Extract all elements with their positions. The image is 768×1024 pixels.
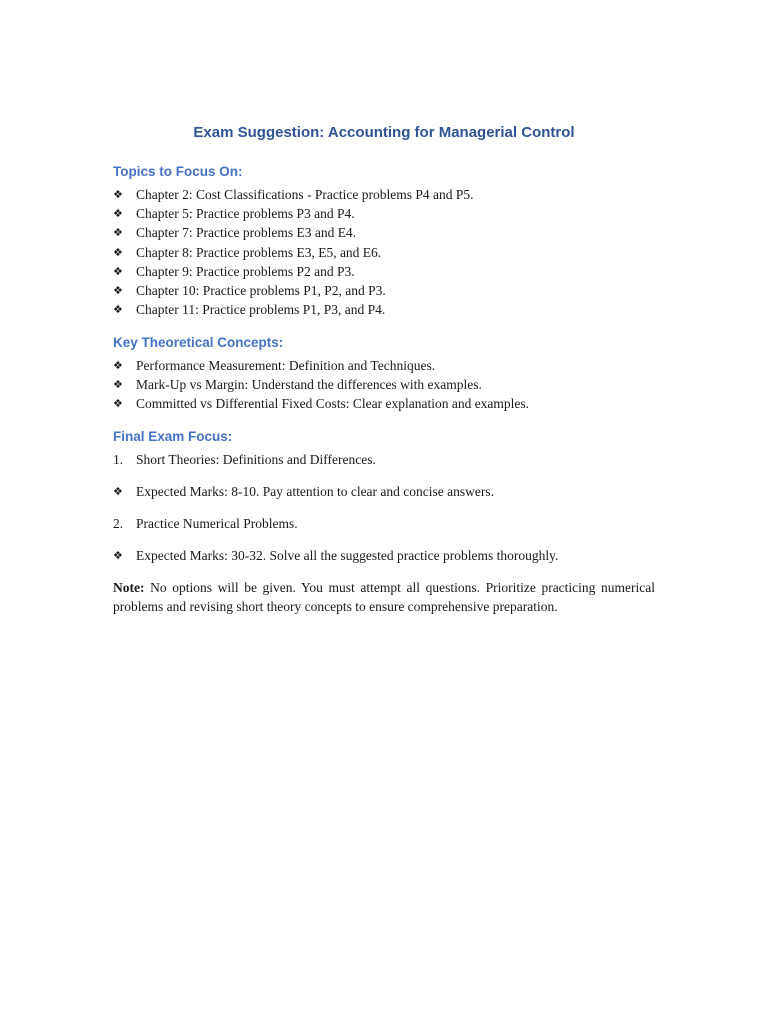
diamond-bullet-icon: ❖: [113, 549, 123, 562]
diamond-bullet-icon: ❖: [113, 245, 123, 259]
note-paragraph: [113, 578, 655, 617]
final-item-1: [113, 450, 655, 469]
diamond-bullet-icon: ❖: [113, 207, 123, 221]
document-title: Exam Suggestion: Accounting for Managerial Control: [193, 124, 575, 141]
diamond-bullet-icon: ❖: [113, 188, 123, 201]
diamond-bullet-icon: ❖: [113, 226, 123, 240]
diamond-bullet-icon: ❖: [113, 378, 123, 392]
diamond-bullet-icon: ❖: [113, 303, 123, 317]
final-item-1-note: [113, 482, 655, 501]
final-item-2-note: [113, 546, 655, 565]
item-text: Practice Numerical Problems.: [136, 516, 298, 531]
item-number: 1.: [113, 452, 124, 467]
diamond-bullet-icon: ❖: [113, 485, 123, 498]
item-number: 2.: [113, 516, 124, 531]
item-text: Short Theories: Definitions and Differences.: [136, 452, 376, 467]
item-note-text: Expected Marks: 8-10. Pay attention to clear and concise answers.: [136, 484, 495, 499]
final-item-2: [113, 514, 655, 533]
diamond-bullet-icon: ❖: [113, 359, 123, 372]
item-note-text: Expected Marks: 30-32. Solve all the suggested practice problems thoroughly.: [136, 548, 559, 563]
note-text: No options will be given. You must attempt all questions. Prioritize practicing numerical problems and revising short theory concepts to ensure comprehensive preparation.: [113, 580, 656, 615]
concepts-heading: Key Theoretical Concepts:: [113, 335, 284, 350]
diamond-bullet-icon: ❖: [113, 264, 123, 278]
diamond-bullet-icon: ❖: [113, 397, 123, 411]
diamond-bullet-icon: ❖: [113, 283, 123, 297]
final-heading: Final Exam Focus:: [113, 429, 233, 444]
topics-heading: Topics to Focus On:: [113, 164, 243, 179]
note-label: Note:: [113, 580, 145, 595]
